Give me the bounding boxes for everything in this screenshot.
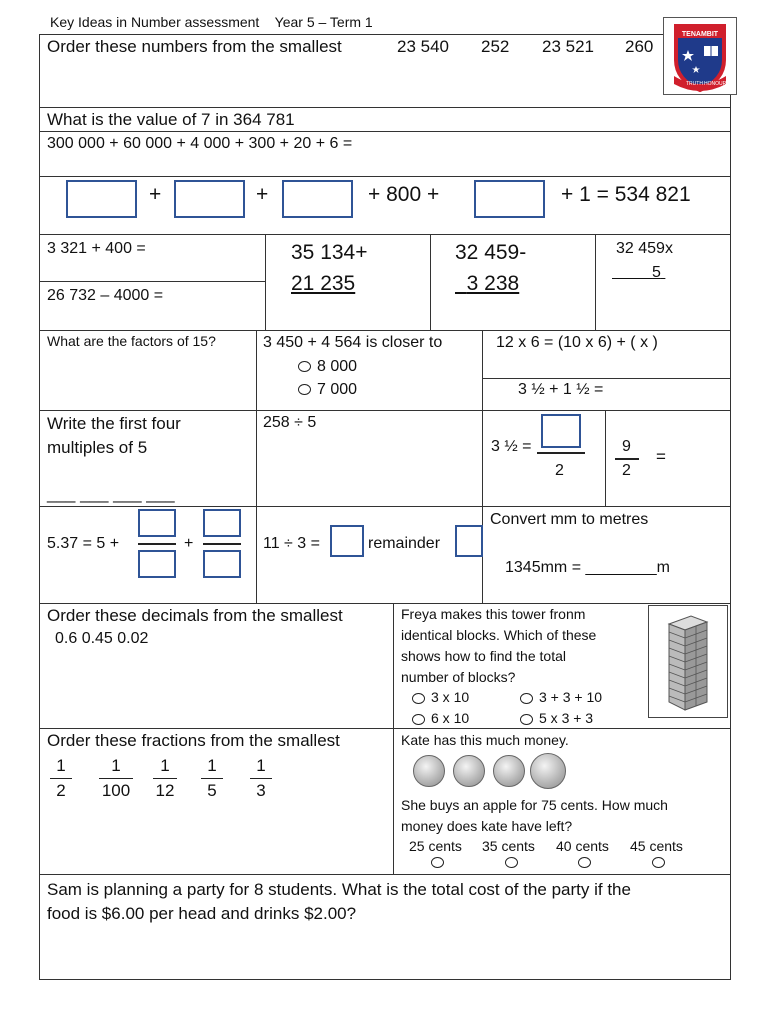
header-term: Year 5 – Term 1 xyxy=(274,14,373,30)
column-multiplication-bottom: 5 xyxy=(652,264,661,281)
svg-text:TRUTH: TRUTH xyxy=(686,81,703,87)
col-divider xyxy=(256,506,257,603)
mm-to-metres-question: 1345mm = ________m xyxy=(505,559,670,576)
col-divider xyxy=(256,410,257,506)
freya-line3: shows how to find the total xyxy=(401,648,566,664)
multiples-prompt-line2: multiples of 5 xyxy=(47,438,148,457)
remainder-label: remainder xyxy=(368,535,441,552)
column-multiplication-top: 32 459x xyxy=(616,240,673,257)
option-8000[interactable]: 8 000 xyxy=(298,358,357,376)
tenths-numerator-box[interactable] xyxy=(138,509,176,537)
choice-25-cents: 25 cents xyxy=(409,838,462,854)
decimal-values: 0.6 0.45 0.02 xyxy=(55,630,149,647)
school-logo-frame xyxy=(663,17,737,95)
col-divider xyxy=(605,410,606,506)
coin-icon xyxy=(493,755,525,787)
plus-sign: + xyxy=(256,183,269,206)
column-addition-bottom: 21 235 xyxy=(291,272,356,295)
decimal-expansion: 5.37 = 5 + xyxy=(47,535,120,552)
option-7000[interactable]: 7 000 xyxy=(298,381,357,399)
hundredths-denominator-box[interactable] xyxy=(203,550,241,578)
col-divider xyxy=(482,330,483,410)
apple-question-line1: She buys an apple for 75 cents. How much xyxy=(401,797,668,813)
answer-box[interactable] xyxy=(66,180,137,218)
radio-icon[interactable] xyxy=(505,857,518,868)
fraction-bar xyxy=(615,458,639,460)
radio-icon[interactable] xyxy=(412,693,425,704)
col-divider xyxy=(393,603,394,874)
column-addition-top: 35 134+ xyxy=(291,241,368,264)
mixed-addition-question: 3 ½ + 1 ½ = xyxy=(518,381,604,398)
fraction: 1 100 xyxy=(99,756,133,801)
fraction: 1 3 xyxy=(250,756,272,801)
radio-icon[interactable] xyxy=(298,384,311,395)
fraction-bar xyxy=(138,543,176,545)
numerator-box[interactable] xyxy=(541,414,581,448)
coin-icon xyxy=(413,755,445,787)
plus-sign: + xyxy=(149,183,162,206)
fraction-bar xyxy=(537,452,585,454)
cell-divider xyxy=(482,378,731,379)
fraction-denominator: 2 xyxy=(622,462,631,479)
number-value: 252 xyxy=(481,37,510,56)
fraction-numerator: 9 xyxy=(622,438,631,455)
radio-icon[interactable] xyxy=(520,714,533,725)
tenths-denominator-box[interactable] xyxy=(138,550,176,578)
distributive-question: 12 x 6 = (10 x 6) + ( x ) xyxy=(496,334,658,351)
option-3x10[interactable]: 3 x 10 xyxy=(412,689,469,705)
equation-result: + 1 = 534 821 xyxy=(561,183,691,206)
header-title: Key Ideas in Number assessment xyxy=(50,14,260,30)
fraction-bar xyxy=(203,543,241,545)
block-tower-icon xyxy=(649,606,727,717)
answer-box[interactable] xyxy=(474,180,545,218)
denominator: 2 xyxy=(555,462,564,479)
row-divider xyxy=(39,728,731,729)
quotient-box[interactable] xyxy=(330,525,364,557)
row-divider xyxy=(39,131,731,132)
order-numbers-prompt: Order these numbers from the smallest xyxy=(47,37,342,56)
expanded-form-question: 300 000 + 60 000 + 4 000 + 300 + 20 + 6 = xyxy=(47,135,353,152)
col-divider xyxy=(482,410,483,506)
coin-icon xyxy=(453,755,485,787)
col-divider xyxy=(595,234,596,330)
radio-icon[interactable] xyxy=(578,857,591,868)
choice-40-cents: 40 cents xyxy=(556,838,609,854)
factors-question: What are the factors of 15? xyxy=(47,333,216,349)
block-tower-frame xyxy=(648,605,728,718)
closer-to-question: 3 450 + 4 564 is closer to xyxy=(263,334,443,351)
radio-icon[interactable] xyxy=(412,714,425,725)
answer-box[interactable] xyxy=(174,180,245,218)
answer-box[interactable] xyxy=(282,180,353,218)
number-value: 23 521 xyxy=(542,37,594,56)
plus-800: + 800 + xyxy=(368,183,440,206)
row-divider xyxy=(39,506,731,507)
remainder-box[interactable] xyxy=(455,525,483,557)
choice-45-cents: 45 cents xyxy=(630,838,683,854)
fraction: 1 12 xyxy=(153,756,177,801)
col-divider xyxy=(430,234,431,330)
coin-icon xyxy=(530,753,566,789)
party-question-line2: food is $6.00 per head and drinks $2.00? xyxy=(47,904,357,923)
convert-prompt: Convert mm to metres xyxy=(490,511,649,528)
col-divider xyxy=(265,234,266,330)
row-divider xyxy=(39,603,731,604)
row-divider xyxy=(39,330,731,331)
freya-line4: number of blocks? xyxy=(401,669,516,685)
division-question: 258 ÷ 5 xyxy=(263,414,317,431)
kate-money-prompt: Kate has this much money. xyxy=(401,732,569,748)
svg-text:TENAMBIT: TENAMBIT xyxy=(681,31,719,38)
row-divider xyxy=(39,234,731,235)
order-fractions-prompt: Order these fractions from the smallest xyxy=(47,731,340,750)
radio-icon[interactable] xyxy=(431,857,444,868)
row-divider xyxy=(39,410,731,411)
order-decimals-prompt: Order these decimals from the smallest xyxy=(47,606,343,625)
radio-icon[interactable] xyxy=(652,857,665,868)
option-6x10[interactable]: 6 x 10 xyxy=(412,710,469,726)
subtraction-question: 26 732 – 4000 = xyxy=(47,287,164,304)
apple-question-line2: money does kate have left? xyxy=(401,818,573,834)
svg-text:HONOUR: HONOUR xyxy=(704,81,727,87)
party-question-line1: Sam is planning a party for 8 students. What is the total cost of the party if the xyxy=(47,880,631,899)
plus-sign: + xyxy=(184,535,194,552)
fraction: 1 5 xyxy=(201,756,223,801)
radio-icon[interactable] xyxy=(298,361,311,372)
addition-question: 3 321 + 400 = xyxy=(47,240,146,257)
choice-35-cents: 35 cents xyxy=(482,838,535,854)
option-5x3plus3[interactable]: 5 x 3 + 3 xyxy=(520,710,593,726)
fraction: 1 2 xyxy=(50,756,72,801)
freya-line2: identical blocks. Which of these xyxy=(401,627,597,643)
division-remainder-question: 11 ÷ 3 = xyxy=(263,535,320,552)
row-divider xyxy=(39,874,731,875)
equals-sign: = xyxy=(656,447,666,466)
multiples-blanks[interactable]: ___ ___ ___ ___ xyxy=(47,484,175,503)
column-subtraction-top: 32 459- xyxy=(455,241,527,264)
number-value: 260 xyxy=(625,37,654,56)
hundredths-numerator-box[interactable] xyxy=(203,509,241,537)
number-value: 23 540 xyxy=(397,37,449,56)
freya-line1: Freya makes this tower fronm xyxy=(401,606,586,622)
mixed-to-improper: 3 ½ = xyxy=(491,438,532,455)
radio-icon[interactable] xyxy=(520,693,533,704)
column-subtraction-bottom: 3 238 xyxy=(466,272,520,295)
cell-divider xyxy=(39,281,265,282)
shield-logo-icon xyxy=(664,18,736,94)
place-value-question: What is the value of 7 in 364 781 xyxy=(47,110,295,129)
row-divider xyxy=(39,176,731,177)
row-divider xyxy=(39,107,731,108)
page-header xyxy=(50,14,373,30)
option-3plus3plus10[interactable]: 3 + 3 + 10 xyxy=(520,689,602,705)
col-divider xyxy=(256,330,257,410)
multiples-prompt-line1: Write the first four xyxy=(47,414,181,433)
